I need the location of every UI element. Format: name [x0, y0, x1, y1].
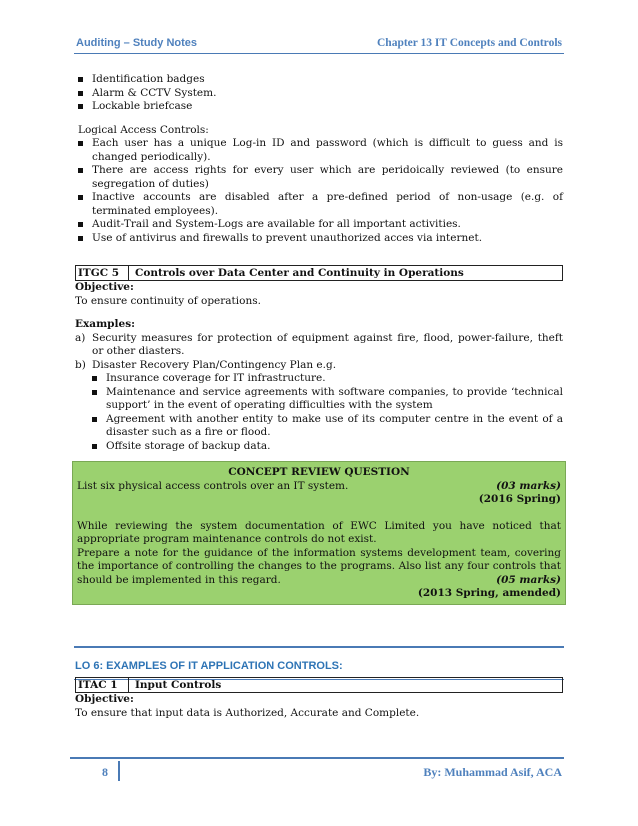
list-item: There are access rights for every user which are peridoically reviewed (to ensure segregation of duties) [75, 164, 563, 191]
page-body [75, 73, 563, 605]
crq-q2-marks: (05 marks) [496, 573, 561, 586]
list-marker: b) [75, 358, 86, 371]
list-marker: a) [75, 331, 86, 344]
list-item: Audit-Trail and System-Logs are available for all important activities. [75, 218, 563, 232]
itac1-title-bar [75, 677, 563, 693]
footer-divider [118, 761, 120, 781]
itgc5-examples-label: Examples: [75, 318, 135, 330]
list-item: Identification badges [75, 73, 563, 87]
crq-q1-marks: (03 marks) [496, 479, 561, 492]
list-item: Alarm & CCTV System. [75, 87, 563, 101]
itac1-objective: To ensure that input data is Authorized, Accurate and Complete. [75, 706, 420, 719]
itgc5-id: ITGC 5 [76, 266, 129, 280]
list-item: Inactive accounts are disabled after a pre-defined period of non-usage (e.g. of terminated employees). [75, 191, 563, 218]
itgc5-objective: To ensure continuity of operations. [75, 294, 261, 307]
physical-controls-list [75, 73, 563, 114]
itac1-id: ITAC 1 [76, 678, 129, 692]
logical-heading: Logical Access Controls: [78, 123, 209, 136]
list-item: Each user has a unique Log-in ID and password (which is difficult to guess and is changed periodically). [75, 137, 563, 164]
logical-controls-list [75, 137, 563, 245]
list-item: Agreement with another entity to make use of its computer centre in the event of a disaster such as a fire or flood. [75, 413, 563, 440]
itgc5-objective-label: Objective: [75, 281, 134, 293]
crq-q1-row [77, 480, 561, 494]
footer-author: By: Muhammad Asif, ACA [423, 765, 562, 779]
drp-sub-list [75, 372, 563, 453]
list-item: Offsite storage of backup data. [75, 440, 563, 454]
crq-q2-source: (2013 Spring, amended) [417, 587, 561, 599]
itac1-objective-label: Objective: [75, 693, 134, 705]
list-item: Insurance coverage for IT infrastructure. [75, 372, 563, 386]
header-left: Auditing – Study Notes [76, 37, 197, 49]
list-item: Use of antivirus and firewalls to prevent unauthorized acces via internet. [75, 232, 563, 246]
lo6-heading-band [74, 646, 564, 680]
lo6-title: LO 6: EXAMPLES OF IT APPLICATION CONTROLS: [75, 660, 343, 672]
list-item: Maintenance and service agreements with software companies, to provide ‘technical support’ in the event of operating difficulties with the system [75, 386, 563, 413]
itgc5-examples-list [75, 332, 563, 373]
itgc5-title-bar [75, 265, 563, 281]
crq-q2-para1: While reviewing the system documentation of EWC Limited you have noticed that appropriate program maintenance controls do not exist. [77, 519, 561, 545]
concept-review-box [72, 461, 566, 605]
list-text: Security measures for protection of equipment against fire, flood, power-failure, theft or other diasters. [92, 331, 563, 357]
list-item [75, 359, 563, 373]
list-item [75, 332, 563, 359]
crq-q1-source: (2016 Spring) [478, 493, 561, 505]
crq-title: CONCEPT REVIEW QUESTION [228, 466, 410, 478]
list-item: Lockable briefcase [75, 100, 563, 114]
list-text: Disaster Recovery Plan/Contingency Plan e.g. [92, 358, 337, 371]
header-right: Chapter 13 IT Concepts and Controls [377, 37, 562, 49]
itgc5-title: Controls over Data Center and Continuity in Operations [135, 267, 464, 279]
itac1-section [75, 677, 563, 720]
page-footer [70, 757, 564, 783]
page-number: 8 [102, 765, 108, 779]
crq-q2-para2 [77, 547, 561, 588]
page-header [74, 37, 564, 54]
crq-q1-text: List six physical access controls over an IT system. [77, 479, 349, 492]
itac1-title: Input Controls [135, 679, 222, 691]
crq-q2-para2-text: Prepare a note for the guidance of the information systems development team, covering the importance of controlling the changes to the programs. Also list any four controls that should be implemented in this regard. [77, 546, 561, 586]
